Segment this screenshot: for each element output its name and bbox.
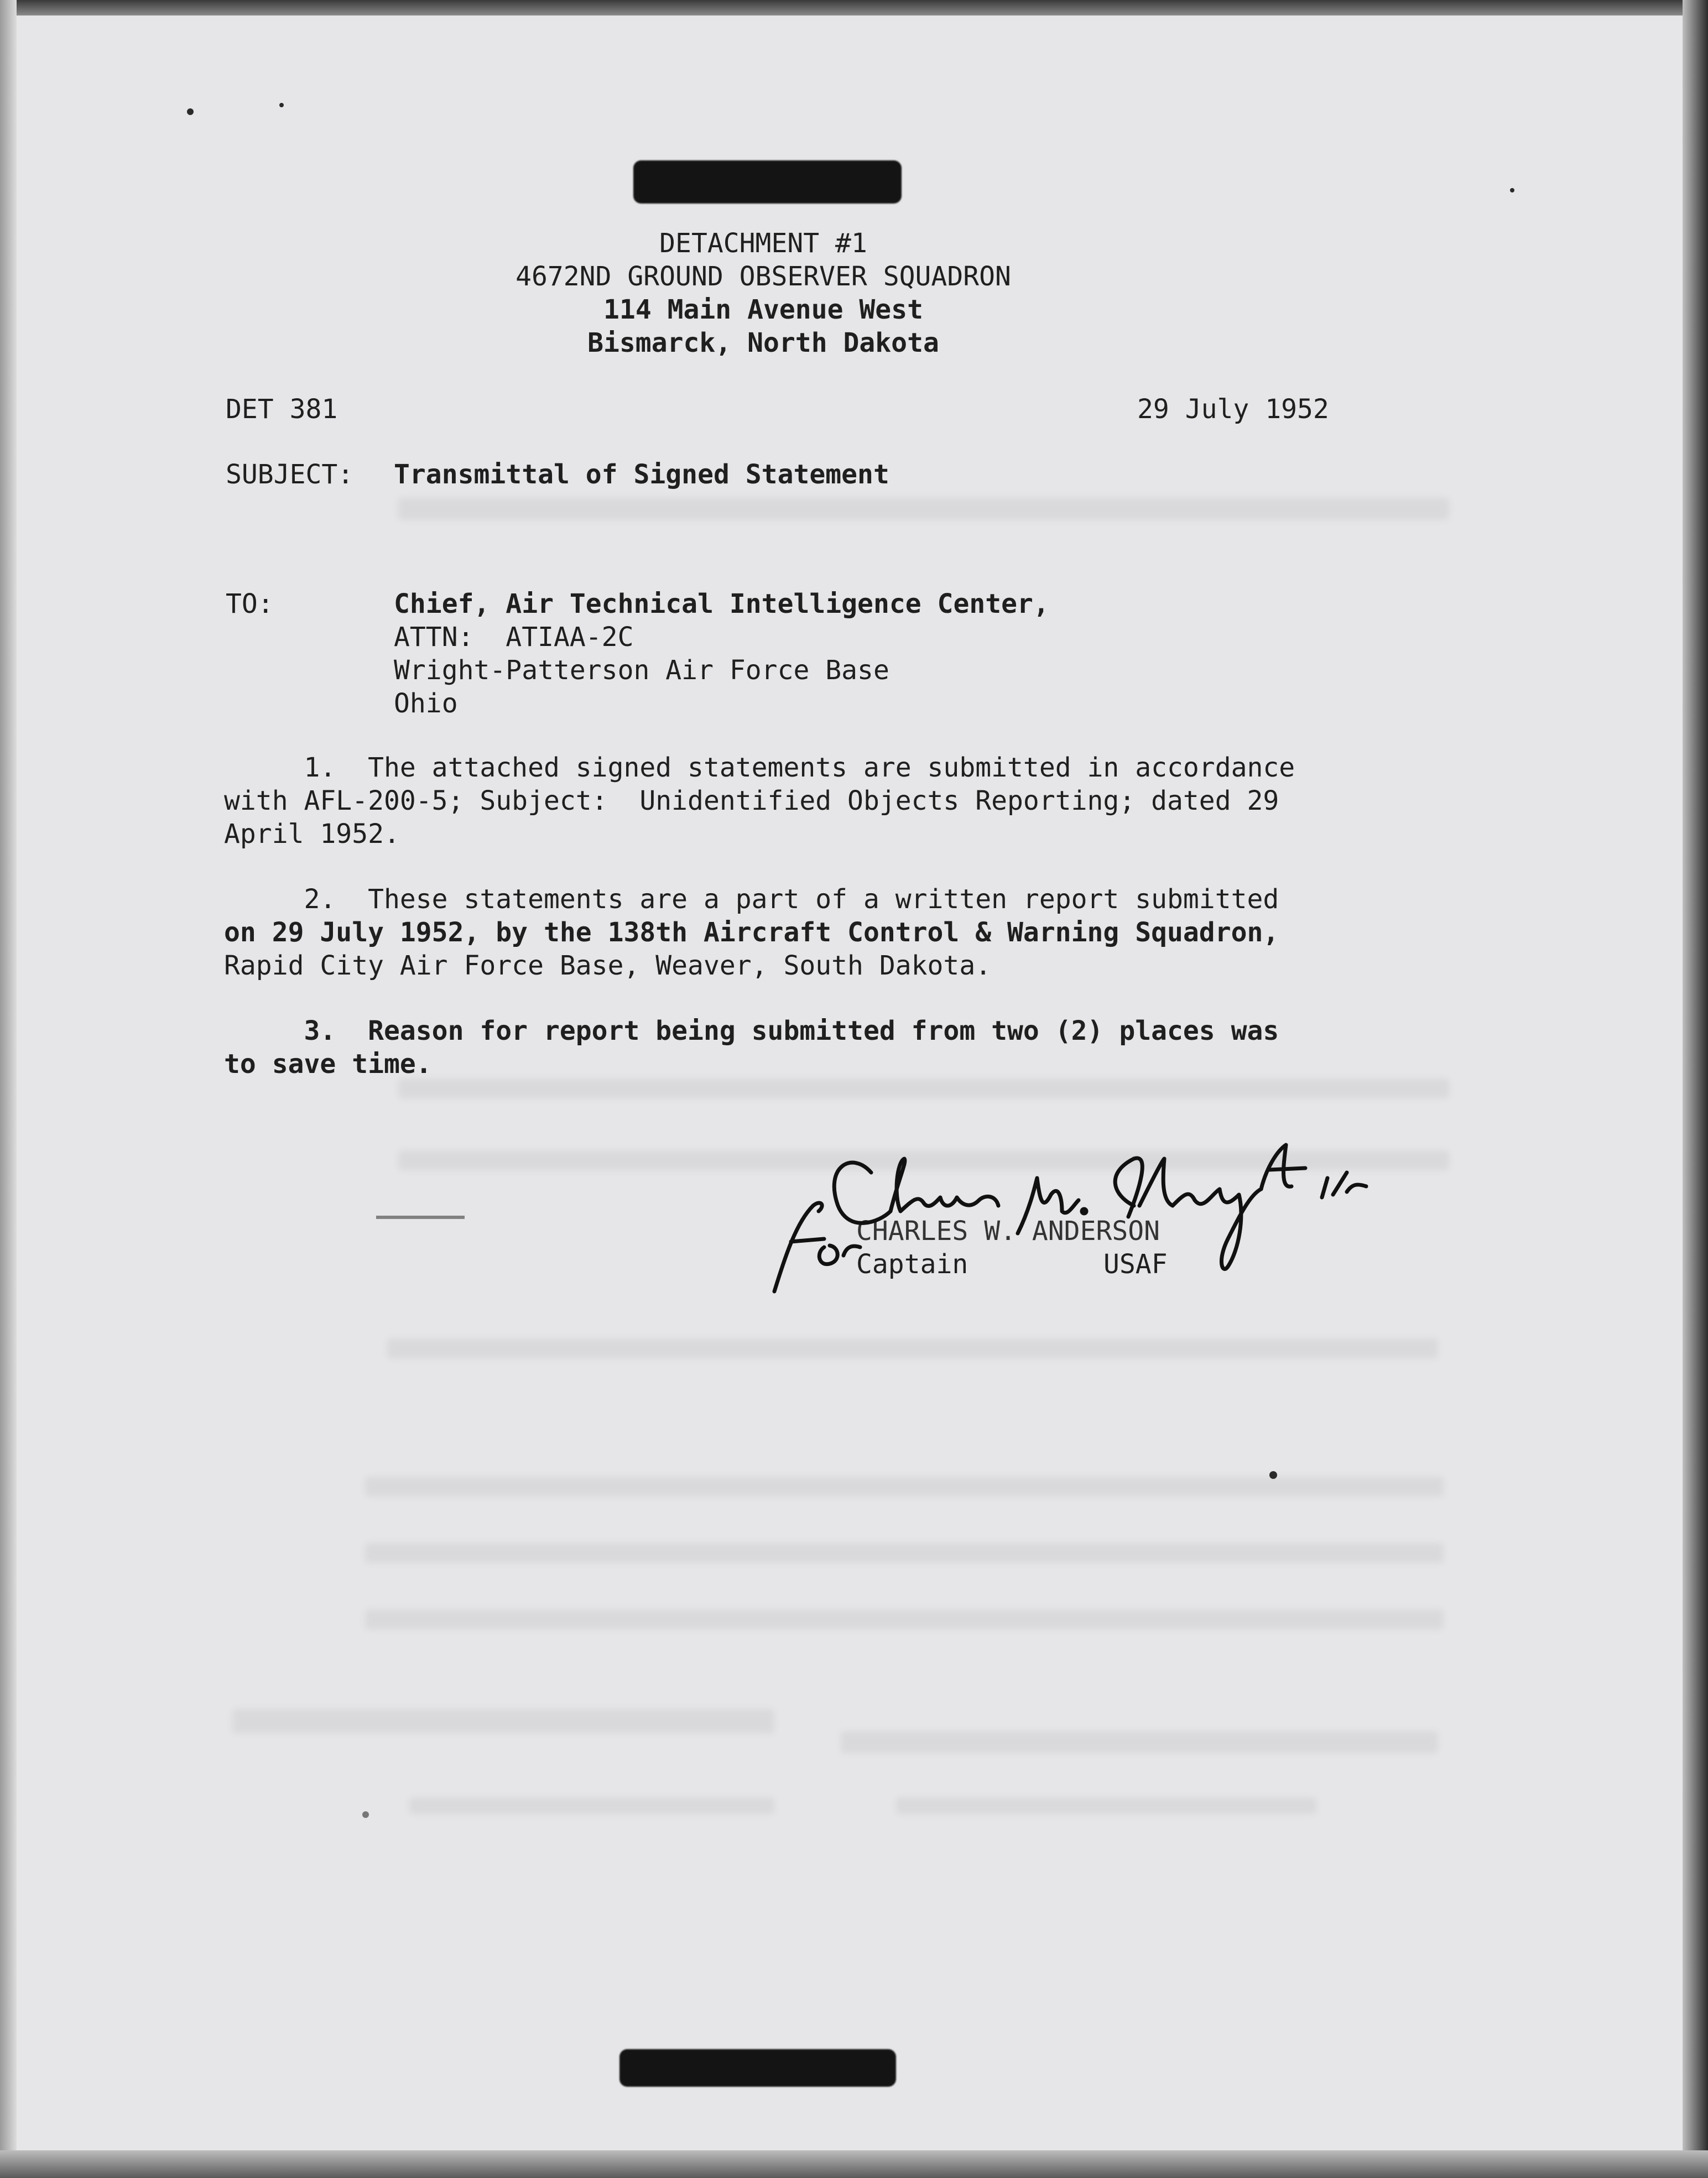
bleed-through — [365, 1543, 1444, 1563]
dash-mark — [376, 1216, 465, 1219]
redaction-bar-bottom — [619, 2049, 896, 2087]
bleed-through — [365, 1609, 1444, 1629]
subject-text: Transmittal of Signed Statement — [394, 459, 889, 490]
speck — [1510, 188, 1514, 192]
paragraph-line: 1. The attached signed statements are submitted in accordance — [224, 752, 1295, 783]
paragraph-line: on 29 July 1952, by the 138th Aircraft Control & Warning Squadron, — [224, 917, 1279, 948]
redaction-bar-top — [633, 160, 902, 204]
letterhead-address: 114 Main Avenue West — [603, 294, 923, 325]
letterhead-city: Bismarck, North Dakota — [587, 327, 939, 358]
addressee-block — [394, 587, 1049, 720]
signatory-rank: Captain — [856, 1249, 968, 1280]
paragraph-line: Rapid City Air Force Base, Weaver, South Dakota. — [224, 950, 992, 981]
paragraph-line: 3. Reason for report being submitted from two (2) places was — [224, 1015, 1279, 1046]
speck — [362, 1811, 369, 1818]
reference-number: DET 381 — [226, 394, 338, 425]
scan-edge-bottom — [0, 2150, 1708, 2178]
bleed-through — [232, 1709, 774, 1733]
signatory-service: USAF — [1103, 1249, 1168, 1280]
speck — [279, 103, 284, 107]
letterhead-unit: DETACHMENT #1 — [659, 228, 867, 259]
signatory-name: CHARLES W. ANDERSON — [856, 1216, 1160, 1247]
bleed-through — [365, 1477, 1444, 1497]
paragraph-line: to save time. — [224, 1049, 432, 1080]
paragraph-1 — [224, 751, 1295, 851]
to-label: TO: — [226, 588, 274, 619]
paragraph-line: 2. These statements are a part of a written report submitted — [224, 884, 1279, 915]
letterhead — [0, 227, 1527, 359]
bleed-through — [841, 1731, 1438, 1753]
addressee-line: Chief, Air Technical Intelligence Center, — [394, 588, 1049, 619]
letterhead-squadron: 4672ND GROUND OBSERVER SQUADRON — [515, 261, 1011, 292]
bleed-through — [398, 1078, 1449, 1098]
paragraph-line: with AFL-200-5; Subject: Unidentified Objects Reporting; dated 29 — [224, 785, 1279, 816]
addressee-line: ATTN: ATIAA-2C — [394, 622, 634, 653]
bleed-through — [896, 1797, 1316, 1814]
scan-edge-top — [0, 0, 1708, 15]
speck — [1269, 1471, 1277, 1479]
addressee-line: Ohio — [394, 688, 458, 719]
bleed-through — [387, 1338, 1438, 1358]
scan-edge-right — [1683, 0, 1708, 2178]
paragraph-3 — [224, 1014, 1279, 1081]
bleed-through — [409, 1797, 774, 1814]
addressee-line: Wright-Patterson Air Force Base — [394, 655, 889, 686]
subject-label: SUBJECT: — [226, 459, 354, 490]
paragraph-2 — [224, 883, 1279, 982]
paragraph-line: April 1952. — [224, 819, 400, 850]
bleed-through — [398, 498, 1449, 520]
handwritten-signature — [752, 1128, 1383, 1305]
speck — [187, 108, 194, 115]
document-date: 29 July 1952 — [1137, 394, 1329, 425]
